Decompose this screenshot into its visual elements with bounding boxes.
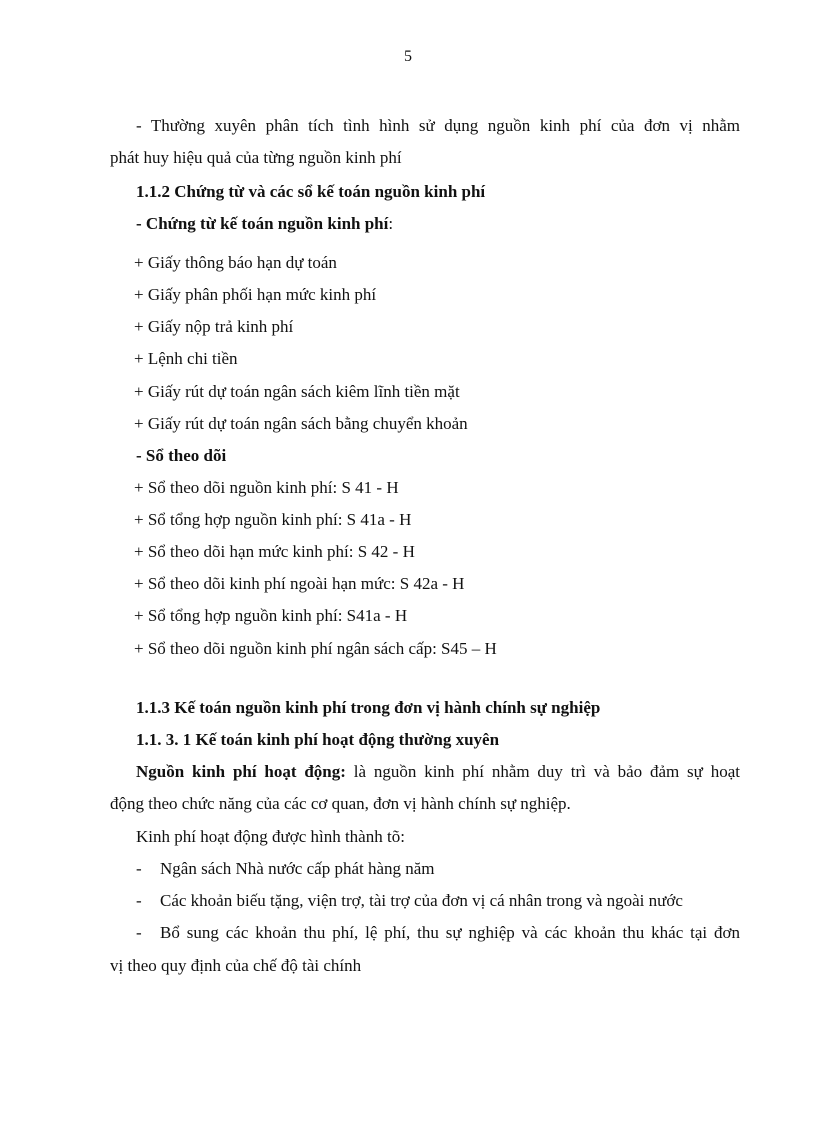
source-item-3-continued: vị theo quy định của chế độ tài chính <box>110 956 362 975</box>
source-item-text: Các khoản biếu tặng, viện trợ, tài trợ của đơn vị cá nhân trong và ngoài nước <box>160 891 683 910</box>
book-item: + Sổ tổng hợp nguồn kinh phí: S 41a - H <box>134 510 412 529</box>
book-item: + Sổ theo dõi kinh phí ngoài hạn mức: S 42a - H <box>134 574 465 593</box>
voucher-item: + Giấy thông báo hạn dự toán <box>134 253 337 272</box>
list-dash: - <box>136 923 142 942</box>
book-item: + Sổ theo dõi nguồn kinh phí ngân sách cấp: S45 – H <box>134 639 497 658</box>
book-item: + Sổ tổng hợp nguồn kinh phí: S41a - H <box>134 606 408 625</box>
para1-line2: phát huy hiệu quả của từng nguồn kinh phí <box>110 148 402 167</box>
book-item: + Sổ theo dõi hạn mức kinh phí: S 42 - H <box>134 542 415 561</box>
vouchers-heading-colon: : <box>388 214 394 233</box>
books-heading: - Sổ theo dõi <box>136 446 227 465</box>
voucher-item: + Giấy rút dự toán ngân sách kiêm lĩnh tiền mặt <box>134 382 460 401</box>
source-item-text: Bổ sung các khoản thu phí, lệ phí, thu sự nghiệp và các khoản thu khác tại đơn <box>160 923 740 942</box>
voucher-item: + Lệnh chi tiền <box>134 349 238 368</box>
list-dash: - <box>136 891 142 910</box>
vouchers-heading <box>136 213 740 235</box>
book-item: + Sổ theo dõi nguồn kinh phí: S 41 - H <box>134 478 399 497</box>
section-heading-113: 1.1.3 Kế toán nguồn kinh phí trong đơn vị hành chính sự nghiệp <box>136 698 601 717</box>
voucher-item: + Giấy phân phối hạn mức kinh phí <box>134 285 377 304</box>
source-item-3 <box>136 922 740 944</box>
voucher-item: + Giấy nộp trả kinh phí <box>134 317 294 336</box>
definition-line1 <box>136 761 740 783</box>
definition-line2: động theo chức năng của các cơ quan, đơn vị hành chính sự nghiệp. <box>110 794 571 813</box>
list-dash: - <box>136 859 142 878</box>
voucher-item: + Giấy rút dự toán ngân sách bằng chuyển khoản <box>134 414 468 433</box>
section-heading-1131: 1.1. 3. 1 Kế toán kinh phí hoạt động thường xuyên <box>136 730 500 749</box>
source-item-2 <box>136 890 740 912</box>
formed-from-line: Kinh phí hoạt động được hình thành tõ: <box>136 827 405 846</box>
para1-line1: - Thường xuyên phân tích tình hình sử dụng nguồn kinh phí của đơn vị nhằm <box>136 116 740 135</box>
vouchers-heading-text: - Chứng từ kế toán nguồn kinh phí <box>136 214 389 233</box>
definition-text: là nguồn kinh phí nhằm duy trì và bảo đảm sự hoạt <box>345 762 740 781</box>
section-heading-112: 1.1.2 Chứng từ và các sổ kế toán nguồn kinh phí <box>136 182 486 201</box>
source-item-text: Ngân sách Nhà nước cấp phát hàng năm <box>160 859 435 878</box>
page-number: 5 <box>404 48 412 65</box>
definition-term: Nguồn kinh phí hoạt động: <box>136 762 346 781</box>
source-item-1 <box>136 858 740 880</box>
